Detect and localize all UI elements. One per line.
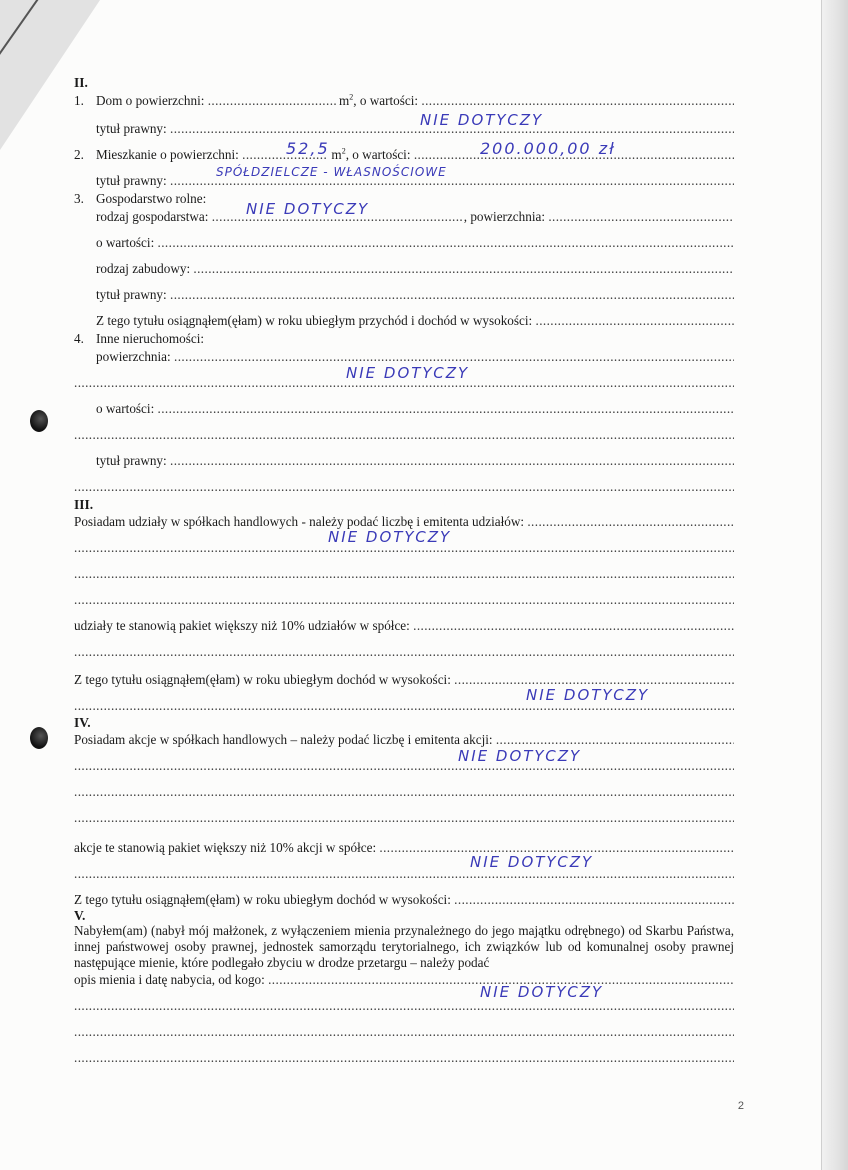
unit: $m^2$	[331, 146, 346, 163]
farm-value-row	[74, 225, 734, 251]
section-4-heading: IV.	[74, 715, 91, 731]
shares-value: NIE DOTYCZY	[328, 528, 452, 547]
shares-package-continuation-row	[74, 633, 734, 659]
unit: $m^2$	[339, 92, 354, 109]
flat-value-label: , o wartości:	[345, 147, 411, 163]
shares-label: Posiadam udziały w spółkach handlowych - należy podać liczbę i emitenta udziałów:	[74, 513, 525, 529]
acquisition-blank-row-1	[74, 1014, 734, 1040]
shares-income-row	[74, 659, 734, 687]
acquisition-blank-row-2	[74, 1040, 734, 1066]
shares-income-label: Z tego tytułu osiągnąłem(ęłam) w roku ubiegłym dochód w wysokości:	[74, 671, 451, 687]
other-property-heading-row	[74, 329, 734, 347]
farm-heading-row	[74, 189, 734, 207]
other-title-row	[74, 443, 734, 469]
shares-blank-row-1	[74, 555, 734, 581]
stocks-income-row	[74, 882, 734, 908]
acquisition-continuation-row	[74, 982, 734, 1014]
form-content	[74, 75, 734, 1066]
farm-type-label: rodzaj gospodarstwa:	[96, 209, 209, 225]
farm-title-label: tytuł prawny:	[96, 287, 167, 303]
shares-row	[74, 512, 734, 529]
house-value-label: , o wartości:	[353, 93, 419, 109]
item-number: 2.	[74, 147, 84, 163]
punch-hole	[30, 410, 48, 432]
shares-income-continuation-row	[74, 687, 734, 713]
flat-value: 200.000,00 zł	[480, 138, 616, 158]
item-number: 4.	[74, 331, 84, 347]
farm-area-label: , powierzchnia:	[463, 209, 546, 225]
stocks-package-label: akcje te stanowią pakiet większy niż 10% akcji w spółce:	[74, 840, 377, 856]
stocks-continuation-row	[74, 748, 734, 774]
flat-title-row	[74, 163, 734, 189]
section-2-heading: II.	[74, 75, 88, 90]
farm-income-row	[74, 303, 734, 329]
flat-title-value: SPÓŁDZIELCZE - WŁASNOŚCIOWE	[216, 164, 447, 179]
item-number: 3.	[74, 191, 84, 207]
farm-building-row	[74, 251, 734, 277]
farm-income-label: Z tego tytułu osiągnąłem(ęłam) w roku ubiegłym przychód i dochód w wysokości:	[96, 313, 533, 329]
other-area-value: NIE DOTYCZY	[346, 363, 470, 382]
stocks-package-value: NIE DOTYCZY	[470, 852, 594, 871]
stocks-blank-row-2	[74, 800, 734, 826]
shares-income-value: NIE DOTYCZY	[526, 686, 650, 705]
acquisition-text: Nabyłem(am) (nabył mój małżonek, z wyłączeniem mienia przynależnego do jego majątku odrębnego) od Skarbu Państwa, innej państwowej osoby prawnej, jednostek samorządu terytorialnego, ich związków lub od komunalnej osoby prawnej następujące mienie, które podlegało zbyciu w drodze przetargu – należy podać	[74, 923, 734, 970]
shares-package-label: udziały te stanowią pakiet większy niż 10% udziałów w spółce:	[74, 617, 410, 633]
other-area-continuation-row	[74, 365, 734, 391]
stocks-package-row	[74, 826, 734, 856]
other-value-label: o wartości:	[96, 401, 155, 417]
farm-building-label: rodzaj zabudowy:	[96, 261, 191, 277]
acquisition-value: NIE DOTYCZY	[480, 982, 604, 1001]
acquisition-last-row	[74, 971, 734, 988]
page-edge-shadow	[821, 0, 848, 1170]
farm-title-row	[74, 277, 734, 303]
house-title-label: tytuł prawny:	[96, 121, 167, 137]
other-title-label: tytuł prawny:	[96, 453, 167, 469]
item-number: 1.	[74, 93, 84, 109]
stocks-blank-row-1	[74, 774, 734, 800]
other-value-continuation-row	[74, 417, 734, 443]
page-number: 2	[737, 1100, 744, 1112]
stocks-value: NIE DOTYCZY	[458, 746, 582, 765]
house-title-row	[74, 111, 734, 137]
farm-type-value: NIE DOTYCZY	[246, 199, 370, 218]
stocks-package-continuation-row	[74, 852, 734, 882]
other-title-continuation-row	[74, 469, 734, 495]
punch-hole	[30, 727, 48, 749]
shares-continuation-row	[74, 529, 734, 555]
acquisition-last-label: opis mienia i datę nabycia, od kogo:	[74, 972, 265, 988]
other-area-label: powierzchnia:	[96, 349, 171, 365]
flat-area-value: 52,5	[286, 138, 330, 158]
other-area-row	[74, 347, 734, 365]
other-property-label: Inne nieruchomości:	[96, 331, 205, 347]
flat-area-row	[74, 137, 734, 163]
house-title-value: NIE DOTYCZY	[420, 110, 544, 129]
stocks-label: Posiadam akcje w spółkach handlowych – należy podać liczbę i emitenta akcji:	[74, 732, 493, 748]
section-3-heading: III.	[74, 496, 94, 512]
stocks-income-label: Z tego tytułu osiągnąłem(ęłam) w roku ubiegłym dochód w wysokości:	[74, 892, 451, 908]
house-area-row	[74, 91, 734, 109]
flat-area-label: Mieszkanie o powierzchni:	[96, 147, 239, 163]
farm-value-label: o wartości:	[96, 235, 155, 251]
farm-label: Gospodarstwo rolne:	[96, 191, 207, 207]
other-value-row	[74, 391, 734, 417]
flat-title-label: tytuł prawny:	[96, 173, 167, 189]
section-5-heading: V.	[74, 907, 86, 923]
shares-blank-row-2	[74, 581, 734, 607]
shares-package-row	[74, 607, 734, 633]
house-area-label: Dom o powierzchni:	[96, 93, 205, 109]
stocks-row	[74, 731, 734, 748]
